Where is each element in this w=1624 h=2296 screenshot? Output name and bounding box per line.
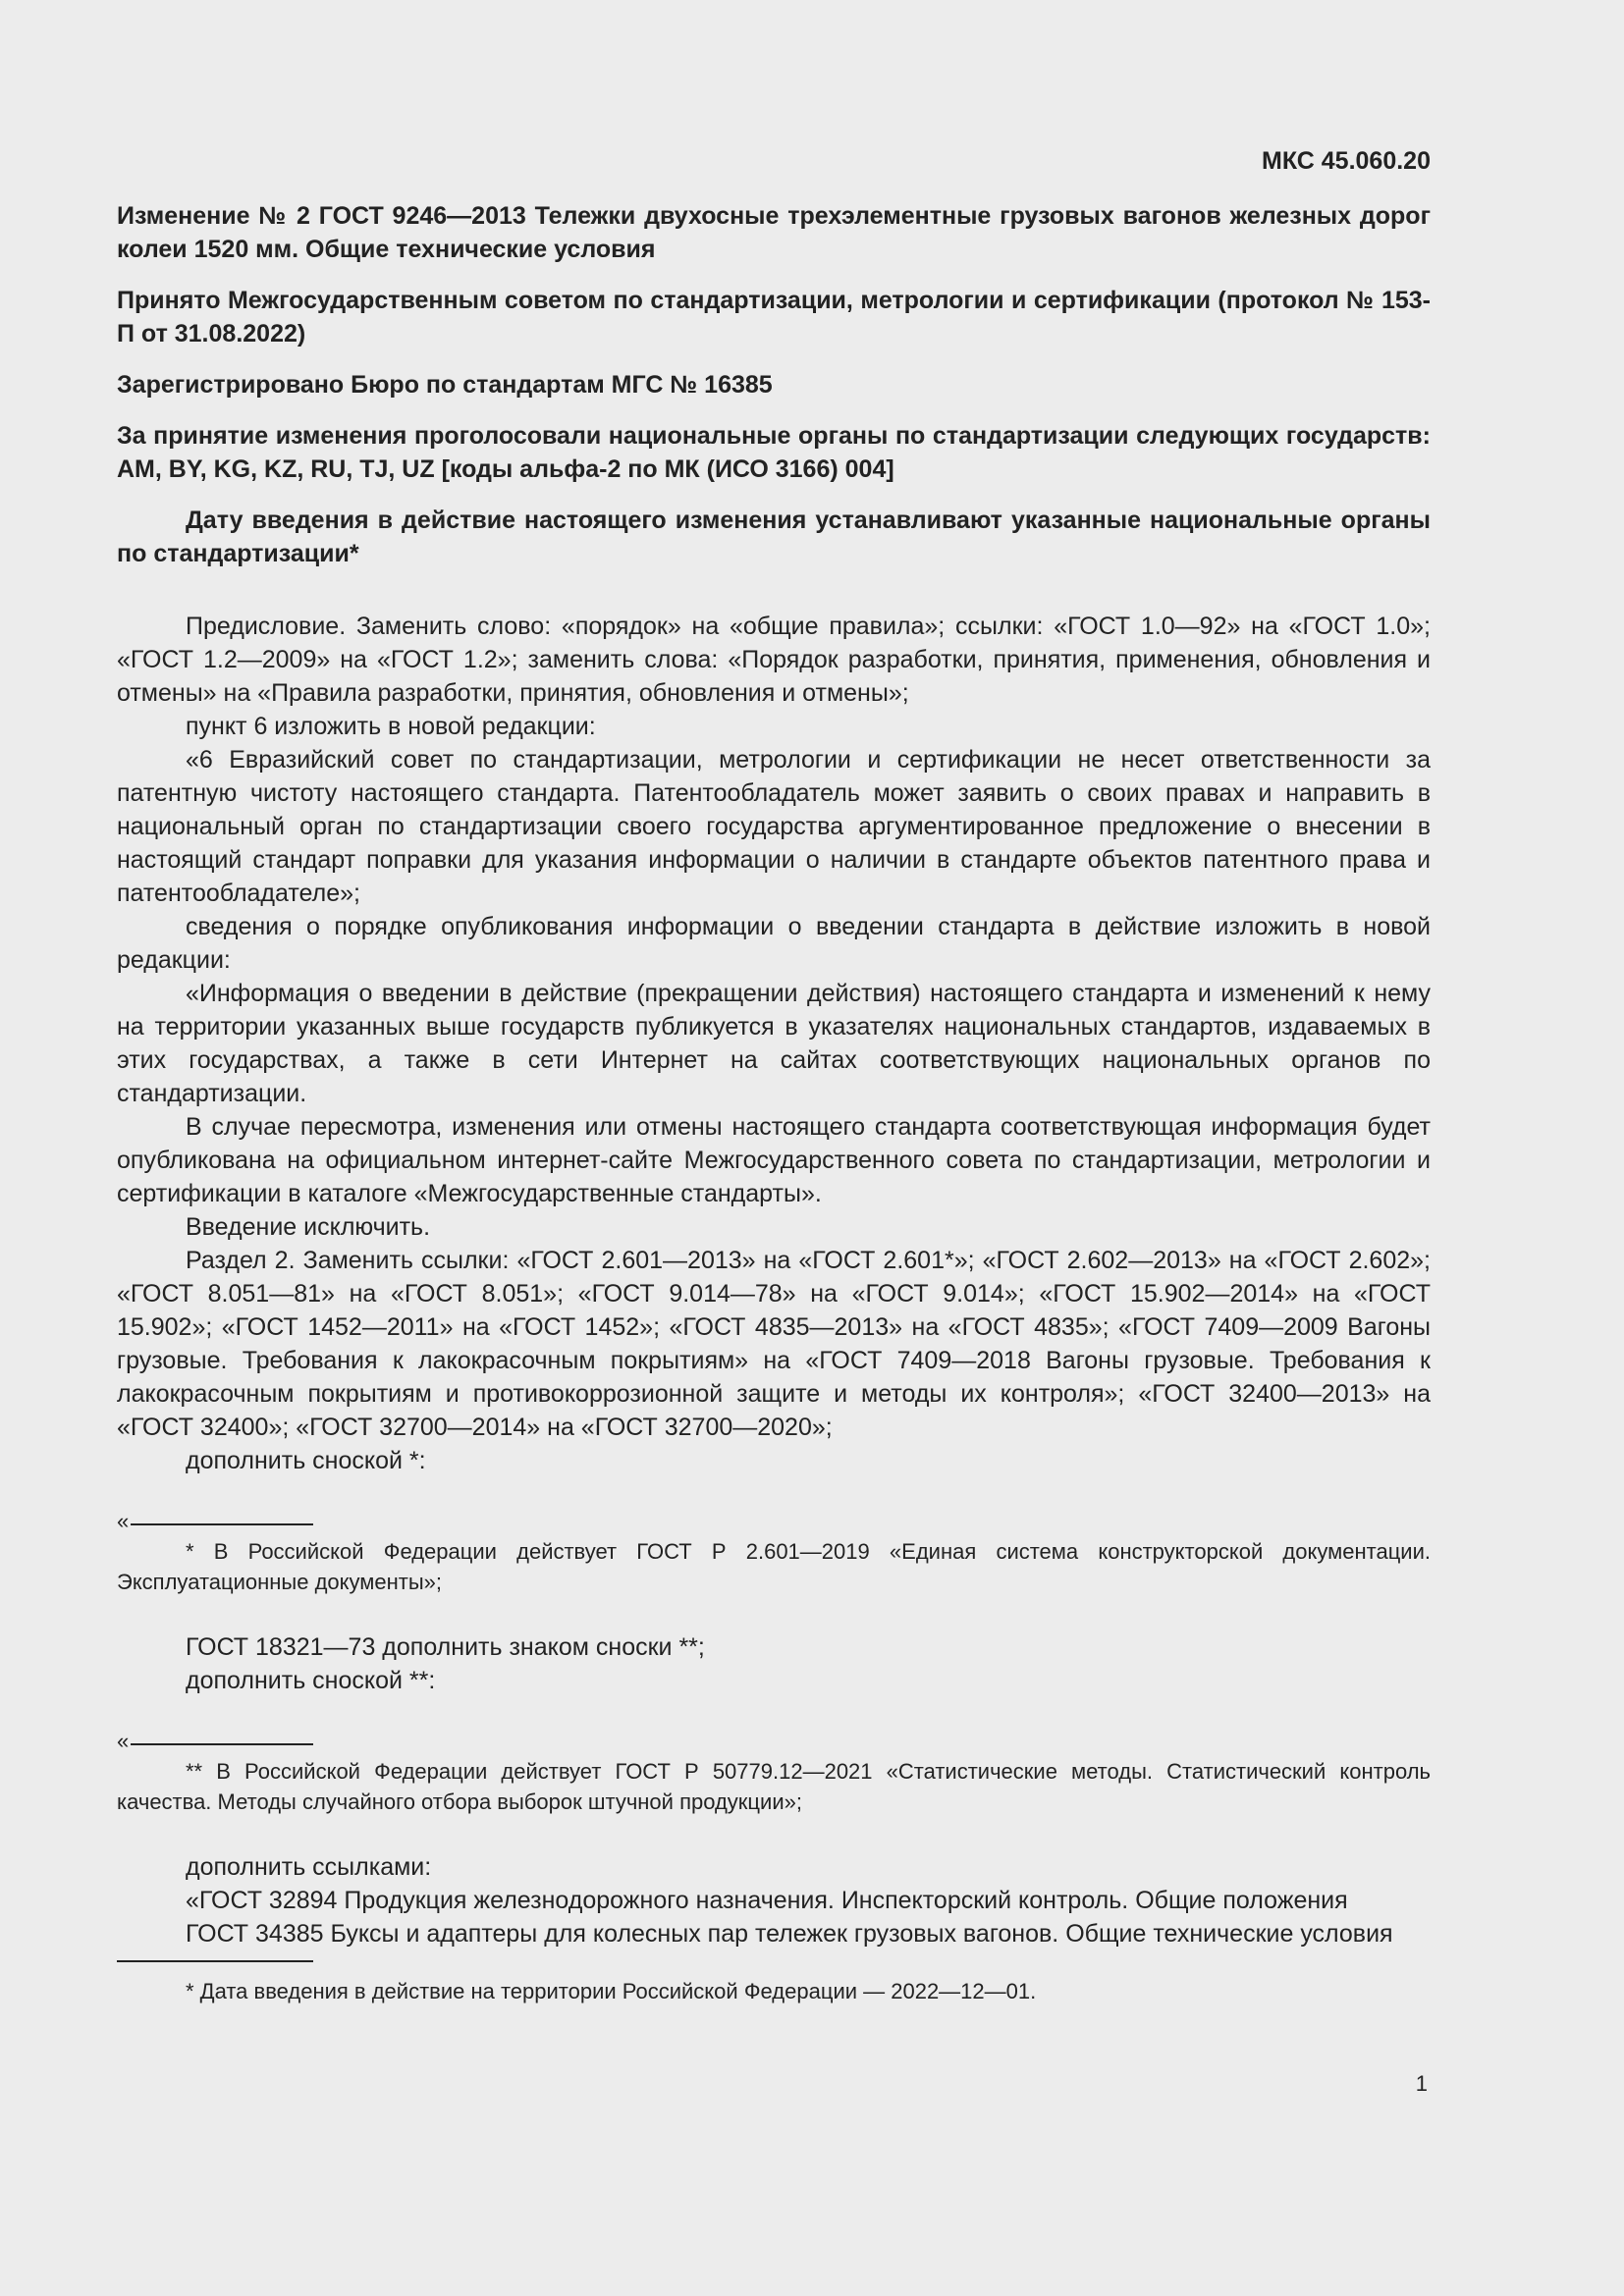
paragraph: Предисловие. Заменить слово: «порядок» на «общие правила»; ссылки: «ГОСТ 1.0—92» на «ГОСТ 1.0»; «ГОСТ 1.2—2009» на «ГОСТ 1.2»; заменить слова: «Порядок разработки, принятия, применения, обновления и отмены» на «Правила разработки, принятия, обновления и отмены»;	[117, 613, 1431, 707]
footnote-block-2	[117, 1731, 1431, 1817]
amendment-body	[117, 610, 1431, 1950]
paragraph: дополнить сноской **:	[186, 1667, 436, 1694]
footnote-quote: «	[117, 1729, 130, 1753]
footnote-rule	[117, 1511, 1431, 1532]
paragraph: «Информация о введении в действие (прекращении действия) настоящего стандарта и изменений к нему на территории указанных выше государств публикуется в указателях национальных стандартов, издаваемых в этих государствах, а также в сети Интернет на сайтах соответствующих национальных органов по стандартизации.	[117, 980, 1431, 1107]
footnote-rule	[117, 1731, 1431, 1752]
paragraph: В случае пересмотра, изменения или отмены настоящего стандарта соответствующая информация будет опубликована на официальном интернет-сайте Межгосударственного совета по стандартизации, метрологии и сертификации в каталоге «Межгосударственные стандарты».	[117, 1113, 1431, 1207]
paragraph: ГОСТ 18321—73 дополнить знаком сноски **;	[186, 1633, 705, 1661]
footnote-text: ** В Российской Федерации действует ГОСТ Р 50779.12—2021 «Статистические методы. Статистический контроль качества. Методы случайного отбора выборок штучной продукции»;	[117, 1759, 1431, 1814]
footnote-separator	[131, 1743, 313, 1745]
footnote-separator	[131, 1523, 313, 1525]
mks-code: МКС 45.060.20	[1262, 147, 1431, 175]
footnote-quote: «	[117, 1509, 130, 1533]
paragraph: сведения о порядке опубликования информации о введении стандарта в действие изложить в новой редакции:	[117, 913, 1431, 974]
paragraph: Раздел 2. Заменить ссылки: «ГОСТ 2.601—2013» на «ГОСТ 2.601*»; «ГОСТ 2.602—2013» на «ГОСТ 2.602»; «ГОСТ 8.051—81» на «ГОСТ 8.051»; «ГОСТ 9.014—78» на «ГОСТ 9.014»; «ГОСТ 15.902—2014» на «ГОСТ 15.902»; «ГОСТ 1452—2011» на «ГОСТ 1452»; «ГОСТ 4835—2013» на «ГОСТ 4835»; «ГОСТ 7409—2009 Вагоны грузовые. Требования к лакокрасочным покрытиям» на «ГОСТ 7409—2018 Вагоны грузовые. Требования к лакокрасочным покрытиям и противокоррозионной защите и методы их контроля»; «ГОСТ 32400—2013» на «ГОСТ 32400»; «ГОСТ 32700—2014» на «ГОСТ 32700—2020»;	[117, 1247, 1431, 1441]
page-number: 1	[1415, 2071, 1428, 2096]
footnote-block-1	[117, 1511, 1431, 1597]
paragraph: «ГОСТ 32894 Продукция железнодорожного назначения. Инспекторский контроль. Общие положения	[186, 1887, 1348, 1914]
page-footnote: * Дата введения в действие на территории Российской Федерации — 2022—12—01.	[186, 1979, 1037, 2003]
paragraph: ГОСТ 34385 Буксы и адаптеры для колесных пар тележек грузовых вагонов. Общие технические условия	[186, 1920, 1393, 1948]
paragraph: дополнить сноской *:	[186, 1447, 426, 1474]
voting-states: За принятие изменения проголосовали национальные органы по стандартизации следующих государств: AM, BY, KG, KZ, RU, TJ, UZ [коды альфа-2 по МК (ИСО 3166) 004]	[117, 422, 1431, 483]
paragraph: Введение исключить.	[186, 1213, 431, 1241]
paragraph: дополнить ссылками:	[186, 1853, 432, 1881]
footnote-text: * В Российской Федерации действует ГОСТ Р 2.601—2019 «Единая система конструкторской документации. Эксплуатационные документы»;	[117, 1539, 1431, 1594]
page-footnote-separator	[117, 1960, 313, 1962]
registration: Зарегистрировано Бюро по стандартам МГС № 16385	[117, 371, 773, 399]
effective-date-note: Дату введения в действие настоящего изменения устанавливают указанные национальные органы по стандартизации*	[117, 507, 1431, 567]
paragraph: пункт 6 изложить в новой редакции:	[186, 713, 596, 740]
adopted-by: Принято Межгосударственным советом по стандартизации, метрологии и сертификации (протокол № 153-П от 31.08.2022)	[117, 287, 1431, 347]
paragraph: «6 Евразийский совет по стандартизации, метрологии и сертификации не несет ответственности за патентную чистоту настоящего стандарта. Патентообладатель может заявить о своих правах и направить в национальный орган по стандартизации своего государства аргументированное предложение о внесении в настоящий стандарт поправки для указания информации о наличии в стандарте объектов патентного права и патентообладателе»;	[117, 746, 1431, 907]
page-content	[117, 147, 1431, 2006]
amendment-title: Изменение № 2 ГОСТ 9246—2013 Тележки двухосные трехэлементные грузовых вагонов железных дорог колеи 1520 мм. Общие технические условия	[117, 202, 1431, 263]
